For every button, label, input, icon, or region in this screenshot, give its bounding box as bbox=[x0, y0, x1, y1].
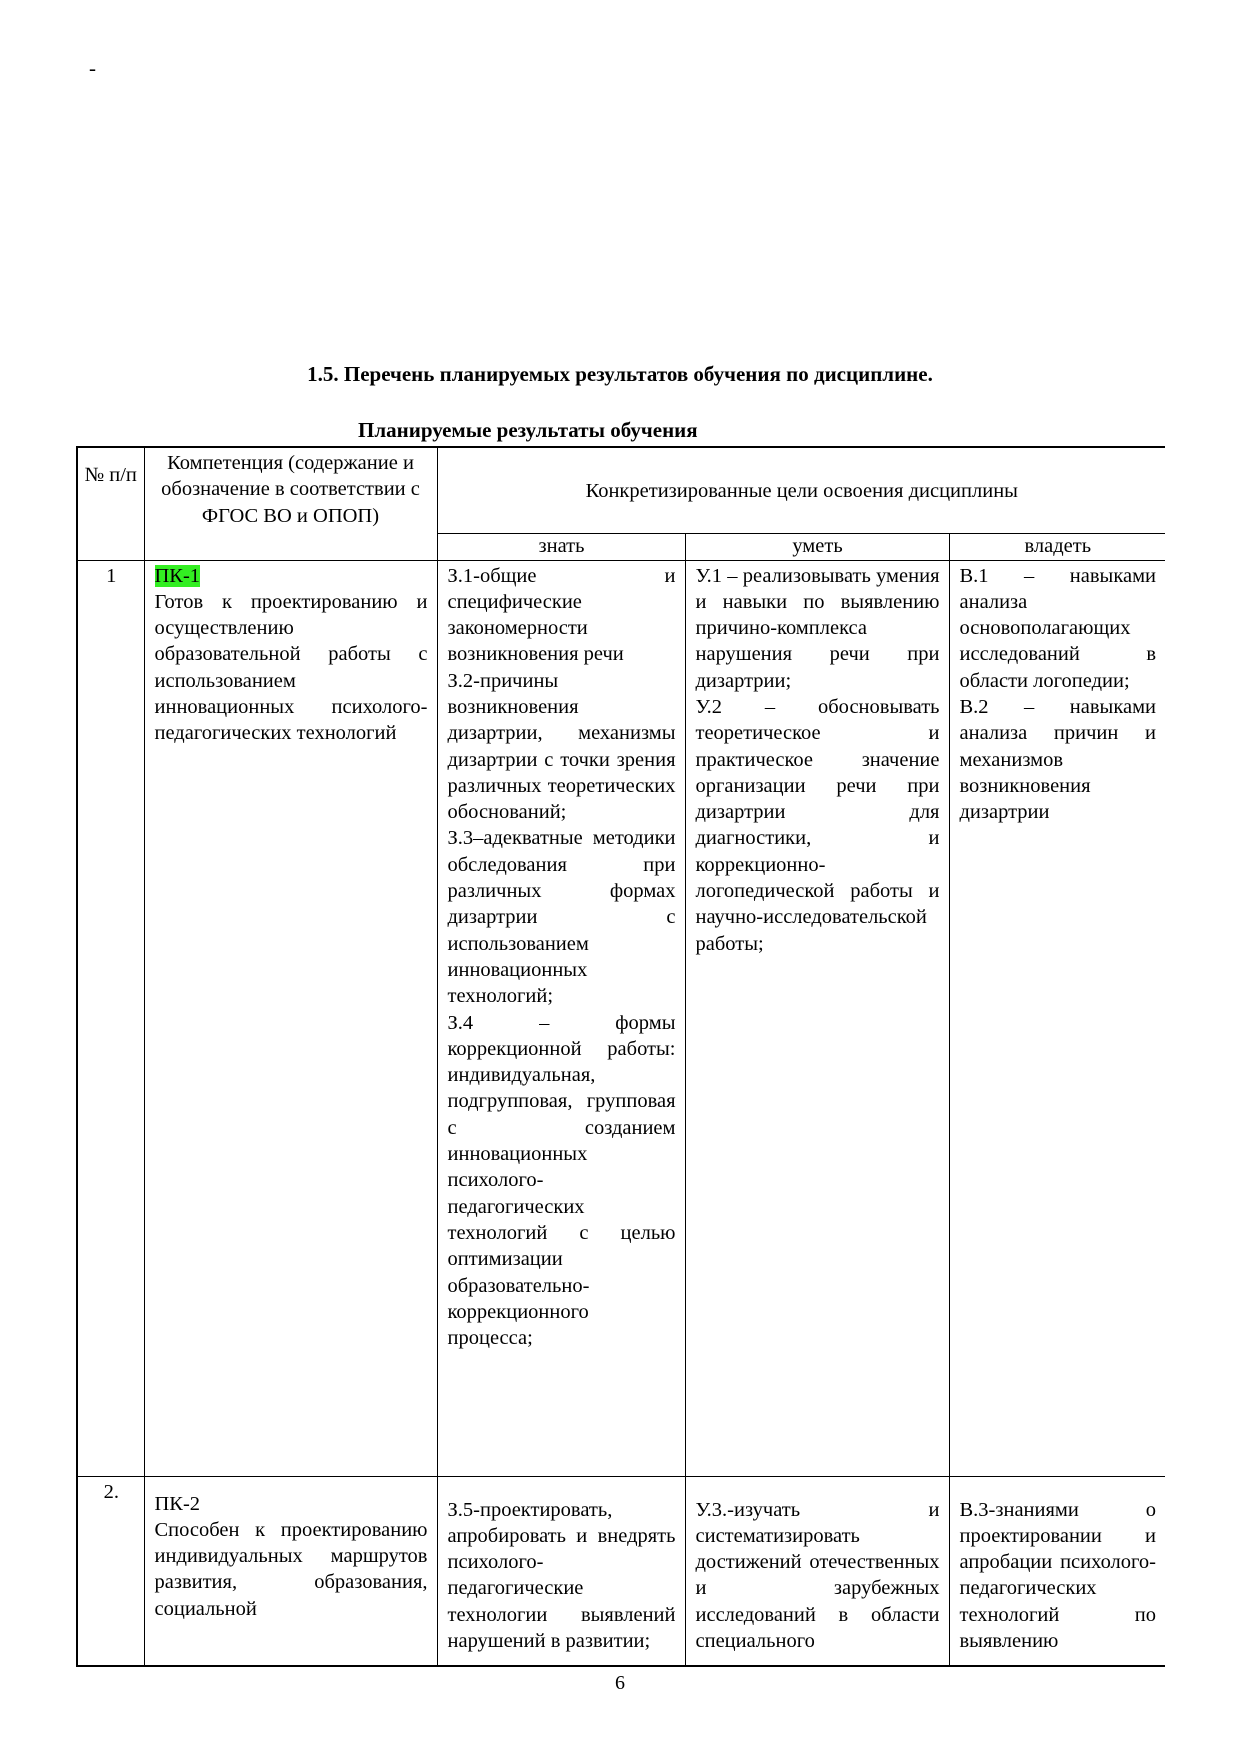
results-table-container bbox=[76, 446, 1165, 1667]
competence-code: ПК-1 bbox=[154, 564, 201, 587]
master-cell: В.1 – навыками анализа основополагающих исследований в области логопедии; В.2 – навыками анализа причин и механизмов возникновения дизартрии bbox=[949, 560, 1165, 1476]
row-num: 1 bbox=[77, 560, 144, 1476]
results-table bbox=[76, 446, 1165, 1667]
know-cell: З.5-проектировать, апробировать и внедрять психолого-педагогические технологии выявлений нарушений в развитии; bbox=[437, 1476, 685, 1667]
header-can: уметь bbox=[685, 533, 949, 560]
competence-text: Готов к проектированию и осуществлению образовательной работы с использованием инновационных психолого-педагогических технологий bbox=[154, 590, 428, 745]
header-num: № п/п bbox=[77, 447, 144, 560]
section-title: 1.5. Перечень планируемых результатов обучения по дисциплине. bbox=[307, 362, 933, 386]
header-competence: Компетенция (содержание и обозначение в соответствии с ФГОС ВО и ОПОП) bbox=[144, 447, 437, 560]
competence-code: ПК-2 bbox=[154, 1492, 201, 1515]
table-row bbox=[77, 1476, 1165, 1667]
master-cell: В.3-знаниями о проектировании и апробации психолого-педагогических технологий по выявлению bbox=[949, 1476, 1165, 1667]
table-caption: Планируемые результаты обучения bbox=[358, 418, 698, 442]
header-goals: Конкретизированные цели освоения дисциплины bbox=[437, 447, 1165, 533]
know-cell: З.1-общие и специфические закономерности возникновения речи З.2-причины возникновения дизартрии, механизмы дизартрии с точки зрения различных теоретических обоснований; З.3–адекватные методики обследования при различных формах дизартрии с использованием инновационных технологий; З.4 – формы коррекционной работы: индивидуальная, подгрупповая, групповая с созданием инновационных психолого-педагогических технологий с целью оптимизации образовательно-коррекционного процесса; bbox=[437, 560, 685, 1476]
table-row bbox=[77, 560, 1165, 1476]
row-num: 2. bbox=[77, 1476, 144, 1667]
top-mark: - bbox=[89, 56, 96, 80]
can-cell: У.1 – реализовывать умения и навыки по выявлению причино-комплекса нарушения речи при дизартрии; У.2 – обосновывать теоретическое и практическое значение организации речи при дизартрии для диагностики, и коррекционно-логопедической работы и научно-исследовательской работы; bbox=[685, 560, 949, 1476]
header-know: знать bbox=[437, 533, 685, 560]
header-master: владеть bbox=[949, 533, 1165, 560]
page-number: 6 bbox=[615, 1672, 625, 1694]
competence-text: Способен к проектированию индивидуальных маршрутов развития, образования, социальной bbox=[154, 1518, 428, 1620]
can-cell: У.3.-изучать и систематизировать достижений отечественных и зарубежных исследований в области специального bbox=[685, 1476, 949, 1667]
